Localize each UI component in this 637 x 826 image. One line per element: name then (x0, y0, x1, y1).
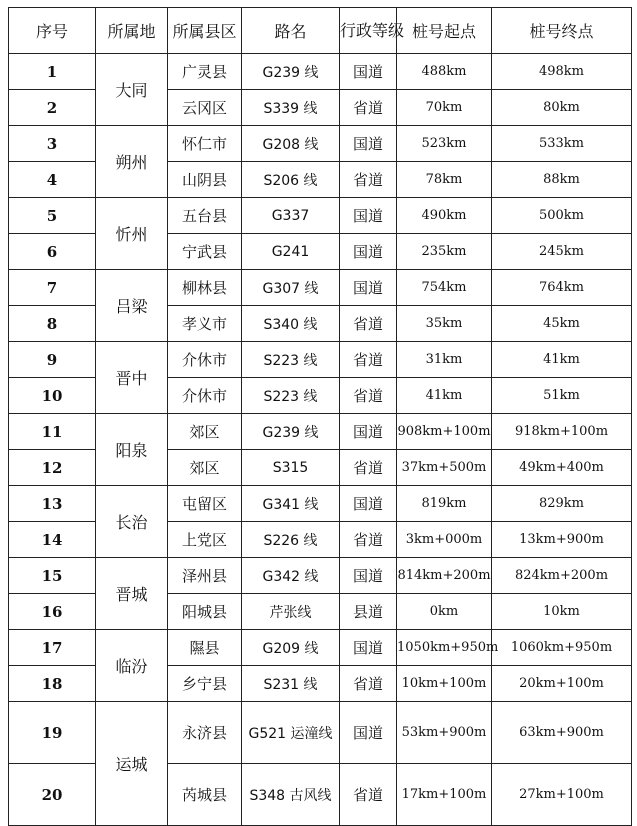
county-cell: 介休市 (168, 378, 242, 414)
county-cell: 云冈区 (168, 90, 242, 126)
county-cell: 山阴县 (168, 162, 242, 198)
seq-cell: 10 (9, 378, 96, 414)
seq-cell: 13 (9, 486, 96, 522)
county-cell: 乡宁县 (168, 666, 242, 702)
start-stake-cell: 37km+500m (397, 450, 492, 486)
end-stake-cell: 41km (492, 342, 632, 378)
seq-cell: 17 (9, 630, 96, 666)
county-cell: 屯留区 (168, 486, 242, 522)
start-stake-cell: 78km (397, 162, 492, 198)
table-row (9, 630, 632, 666)
end-stake-cell: 10km (492, 594, 632, 630)
seq-cell: 14 (9, 522, 96, 558)
grade-cell: 国道 (340, 414, 397, 450)
seq-cell: 11 (9, 414, 96, 450)
seq-cell: 18 (9, 666, 96, 702)
seq-cell: 9 (9, 342, 96, 378)
end-stake-cell: 49km+400m (492, 450, 632, 486)
seq-cell: 8 (9, 306, 96, 342)
city-cell: 运城 (96, 702, 168, 826)
road-name-cell: 芹张线 (242, 594, 340, 630)
grade-cell: 省道 (340, 306, 397, 342)
end-stake-cell: 1060km+950m (492, 630, 632, 666)
grade-cell: 国道 (340, 486, 397, 522)
table-row (9, 702, 632, 764)
road-name-cell: S339 线 (242, 90, 340, 126)
road-name-cell: G239 线 (242, 54, 340, 90)
county-cell: 介休市 (168, 342, 242, 378)
start-stake-cell: 490km (397, 198, 492, 234)
start-stake-cell: 0km (397, 594, 492, 630)
city-cell: 朔州 (96, 126, 168, 198)
start-stake-cell: 70km (397, 90, 492, 126)
start-stake-cell: 53km+900m (397, 702, 492, 764)
city-cell: 忻州 (96, 198, 168, 270)
table-row (9, 558, 632, 594)
road-name-cell: S231 线 (242, 666, 340, 702)
county-cell: 孝义市 (168, 306, 242, 342)
table-body (9, 8, 632, 826)
road-name-cell: G209 线 (242, 630, 340, 666)
seq-cell: 20 (9, 764, 96, 826)
seq-cell: 1 (9, 54, 96, 90)
end-stake-cell: 51km (492, 378, 632, 414)
grade-cell: 国道 (340, 198, 397, 234)
seq-cell: 7 (9, 270, 96, 306)
end-stake-cell: 824km+200m (492, 558, 632, 594)
road-name-cell: G341 线 (242, 486, 340, 522)
grade-cell: 省道 (340, 450, 397, 486)
header-road: 路名 (242, 8, 340, 54)
end-stake-cell: 45km (492, 306, 632, 342)
grade-cell: 国道 (340, 558, 397, 594)
county-cell: 柳林县 (168, 270, 242, 306)
header-county: 所属县区 (168, 8, 242, 54)
county-cell: 阳城县 (168, 594, 242, 630)
county-cell: 隰县 (168, 630, 242, 666)
table-row (9, 342, 632, 378)
start-stake-cell: 41km (397, 378, 492, 414)
county-cell: 芮城县 (168, 764, 242, 826)
road-name-cell: G241 (242, 234, 340, 270)
seq-cell: 12 (9, 450, 96, 486)
start-stake-cell: 908km+100m (397, 414, 492, 450)
start-stake-cell: 523km (397, 126, 492, 162)
road-name-cell: S223 线 (242, 378, 340, 414)
end-stake-cell: 88km (492, 162, 632, 198)
road-name-cell: G521 运潼线 (242, 702, 340, 764)
grade-cell: 省道 (340, 342, 397, 378)
road-name-cell: G337 (242, 198, 340, 234)
grade-cell: 国道 (340, 702, 397, 764)
city-cell: 吕梁 (96, 270, 168, 342)
grade-cell: 国道 (340, 126, 397, 162)
county-cell: 泽州县 (168, 558, 242, 594)
start-stake-cell: 1050km+950m (397, 630, 492, 666)
end-stake-cell: 13km+900m (492, 522, 632, 558)
city-cell: 长治 (96, 486, 168, 558)
road-name-cell: S226 线 (242, 522, 340, 558)
start-stake-cell: 754km (397, 270, 492, 306)
end-stake-cell: 500km (492, 198, 632, 234)
table-row (9, 126, 632, 162)
grade-cell: 省道 (340, 378, 397, 414)
end-stake-cell: 27km+100m (492, 764, 632, 826)
grade-cell: 省道 (340, 764, 397, 826)
seq-cell: 6 (9, 234, 96, 270)
table-row (9, 54, 632, 90)
header-end: 桩号终点 (492, 8, 632, 54)
end-stake-cell: 20km+100m (492, 666, 632, 702)
road-name-cell: S340 线 (242, 306, 340, 342)
table-row (9, 198, 632, 234)
header-grade: 行政等级 (340, 8, 397, 54)
end-stake-cell: 498km (492, 54, 632, 90)
grade-cell: 国道 (340, 270, 397, 306)
end-stake-cell: 245km (492, 234, 632, 270)
header-start: 桩号起点 (397, 8, 492, 54)
grade-cell: 国道 (340, 234, 397, 270)
seq-cell: 2 (9, 90, 96, 126)
start-stake-cell: 235km (397, 234, 492, 270)
road-name-cell: G239 线 (242, 414, 340, 450)
road-section-table (8, 7, 632, 826)
road-name-cell: S223 线 (242, 342, 340, 378)
seq-cell: 15 (9, 558, 96, 594)
road-name-cell: G342 线 (242, 558, 340, 594)
start-stake-cell: 35km (397, 306, 492, 342)
start-stake-cell: 10km+100m (397, 666, 492, 702)
county-cell: 郊区 (168, 450, 242, 486)
header-city: 所属地 (96, 8, 168, 54)
county-cell: 宁武县 (168, 234, 242, 270)
road-name-cell: G208 线 (242, 126, 340, 162)
seq-cell: 4 (9, 162, 96, 198)
city-cell: 阳泉 (96, 414, 168, 486)
county-cell: 怀仁市 (168, 126, 242, 162)
start-stake-cell: 819km (397, 486, 492, 522)
county-cell: 五台县 (168, 198, 242, 234)
grade-cell: 省道 (340, 162, 397, 198)
road-name-cell: G307 线 (242, 270, 340, 306)
county-cell: 永济县 (168, 702, 242, 764)
grade-cell: 省道 (340, 522, 397, 558)
grade-cell: 省道 (340, 666, 397, 702)
table-row (9, 486, 632, 522)
end-stake-cell: 918km+100m (492, 414, 632, 450)
end-stake-cell: 764km (492, 270, 632, 306)
end-stake-cell: 829km (492, 486, 632, 522)
start-stake-cell: 31km (397, 342, 492, 378)
seq-cell: 16 (9, 594, 96, 630)
seq-cell: 19 (9, 702, 96, 764)
end-stake-cell: 63km+900m (492, 702, 632, 764)
city-cell: 大同 (96, 54, 168, 126)
start-stake-cell: 814km+200m (397, 558, 492, 594)
road-name-cell: S348 古风线 (242, 764, 340, 826)
city-cell: 晋城 (96, 558, 168, 630)
city-cell: 临汾 (96, 630, 168, 702)
seq-cell: 5 (9, 198, 96, 234)
end-stake-cell: 533km (492, 126, 632, 162)
header-seq: 序号 (9, 8, 96, 54)
start-stake-cell: 17km+100m (397, 764, 492, 826)
grade-cell: 县道 (340, 594, 397, 630)
start-stake-cell: 488km (397, 54, 492, 90)
county-cell: 广灵县 (168, 54, 242, 90)
grade-cell: 国道 (340, 54, 397, 90)
city-cell: 晋中 (96, 342, 168, 414)
county-cell: 上党区 (168, 522, 242, 558)
table-row (9, 270, 632, 306)
road-name-cell: S206 线 (242, 162, 340, 198)
grade-cell: 国道 (340, 630, 397, 666)
table-row (9, 414, 632, 450)
start-stake-cell: 3km+000m (397, 522, 492, 558)
seq-cell: 3 (9, 126, 96, 162)
header-row (9, 8, 632, 54)
grade-cell: 省道 (340, 90, 397, 126)
county-cell: 郊区 (168, 414, 242, 450)
road-name-cell: S315 (242, 450, 340, 486)
end-stake-cell: 80km (492, 90, 632, 126)
